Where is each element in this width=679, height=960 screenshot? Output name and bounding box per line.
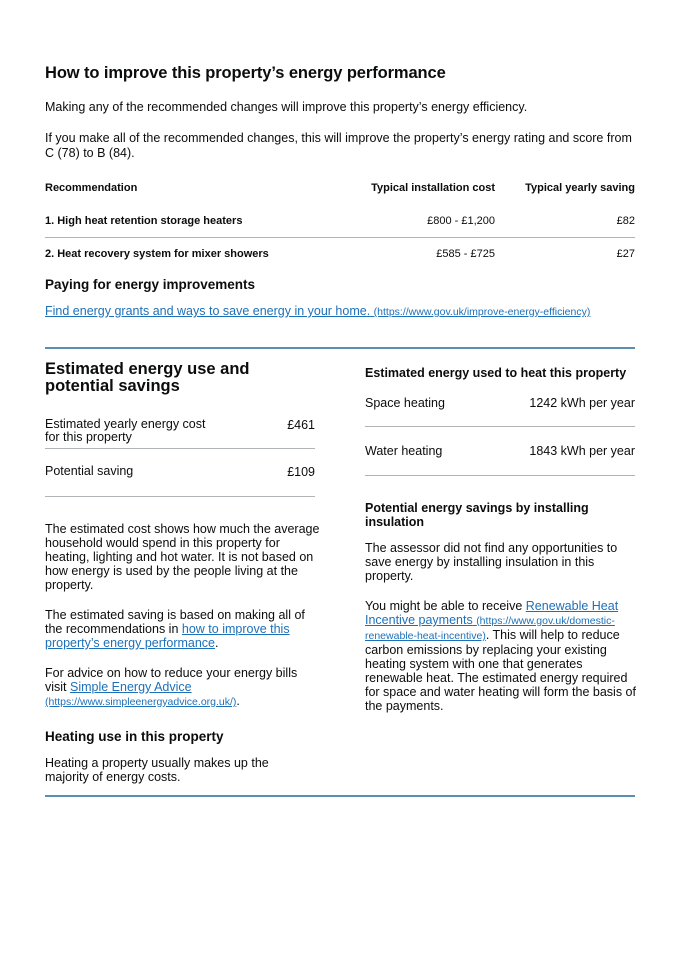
saving-explainer-end: .: [215, 636, 219, 650]
heat-used-list: [365, 396, 635, 476]
estimated-yearly-cost-row: [45, 418, 315, 449]
cost-explainer: The estimated cost shows how much the average household would spend in this property for heating, lighting and hot water. It is not based on how energy is used by the people living at the property.: [45, 522, 320, 592]
space-heating-label: Space heating: [365, 396, 445, 410]
installation-cost: £800 - £1,200: [335, 205, 495, 238]
advice-paragraph: [45, 666, 320, 709]
yearly-saving: £27: [616, 248, 635, 260]
recommendation-name: 2. Heat recovery system for mixer showers: [45, 248, 269, 260]
recommendations-table: [45, 182, 635, 270]
potential-saving-value: £109: [287, 465, 315, 479]
space-heating-row: [365, 396, 635, 427]
improve-intro: Making any of the recommended changes will improve this property’s energy efficiency.: [45, 100, 528, 114]
rhi-link-url: (https://www.gov.uk/domestic-renewable-heat-incentive): [365, 615, 615, 642]
table-row: [45, 205, 635, 238]
heating-use-title: Heating use in this property: [45, 729, 224, 744]
improve-rating-change: If you make all of the recommended changes, this will improve the property’s energy rating and score from C (78) to B (84).: [45, 131, 632, 160]
estimated-yearly-cost-value: £461: [287, 418, 315, 432]
how-to-improve-link[interactable]: how to improve this property’s energy performance: [45, 622, 290, 650]
header-installation-cost: Typical installation cost: [371, 182, 495, 194]
water-heating-row: [365, 427, 635, 476]
heating-use-text: Heating a property usually makes up the majority of energy costs.: [45, 756, 269, 784]
energy-grants-link-text: Find energy grants and ways to save energy in your home.: [45, 304, 371, 318]
space-heating-value: 1242 kWh per year: [529, 396, 635, 410]
simple-energy-advice-url: (https://www.simpleenergyadvice.org.uk/): [45, 696, 237, 708]
rhi-link-text: Renewable Heat Incentive payments: [365, 599, 619, 627]
header-recommendation: Recommendation: [45, 182, 138, 194]
estimated-title: Estimated energy use and potential savings: [45, 360, 250, 395]
heat-used-title: Estimated energy used to heat this property: [365, 366, 627, 380]
header-yearly-saving: Typical yearly saving: [525, 182, 635, 194]
table-header-row: [45, 182, 635, 205]
saving-explainer-text: The estimated saving is based on making all of the recommendations in: [45, 608, 305, 636]
saving-explainer: [45, 608, 320, 650]
table-row: [45, 238, 635, 271]
simple-energy-advice-link-text: Simple Energy Advice: [70, 680, 192, 694]
rhi-text-prefix: You might be able to receive: [365, 599, 526, 613]
section-divider: [45, 347, 635, 349]
insulation-text: The assessor did not find any opportunities to save energy by installing insulation in this property.: [365, 541, 618, 583]
energy-grants-link[interactable]: [45, 304, 590, 318]
installation-cost: £585 - £725: [436, 248, 495, 260]
section-divider-bottom: [45, 795, 635, 797]
advice-text: For advice on how to reduce your energy bills visit: [45, 666, 298, 694]
simple-energy-advice-link[interactable]: [45, 680, 236, 708]
rhi-paragraph: [365, 599, 637, 713]
water-heating-label: Water heating: [365, 444, 443, 458]
estimated-yearly-cost-label: Estimated yearly energy cost for this property: [45, 417, 206, 444]
recommendation-name: 1. High heat retention storage heaters: [45, 205, 335, 238]
improve-title: How to improve this property’s energy performance: [45, 64, 446, 82]
paying-link-paragraph: [45, 304, 590, 318]
advice-end: .: [236, 694, 240, 708]
paying-title: Paying for energy improvements: [45, 277, 256, 292]
potential-saving-label: Potential saving: [45, 464, 134, 478]
rhi-text-suffix: . This will help to reduce carbon emissions by replacing your existing heating system with one that generates renewable heat. The estimated energy required for space and water heating will form the basis of the payments.: [365, 628, 636, 713]
insulation-title: Potential energy savings by installing insulation: [365, 501, 589, 529]
water-heating-value: 1843 kWh per year: [529, 444, 635, 458]
yearly-saving: £82: [495, 205, 635, 238]
energy-grants-link-url: (https://www.gov.uk/improve-energy-efficiency): [373, 306, 591, 318]
estimated-cost-list: [45, 418, 315, 497]
potential-saving-row: [45, 449, 315, 497]
